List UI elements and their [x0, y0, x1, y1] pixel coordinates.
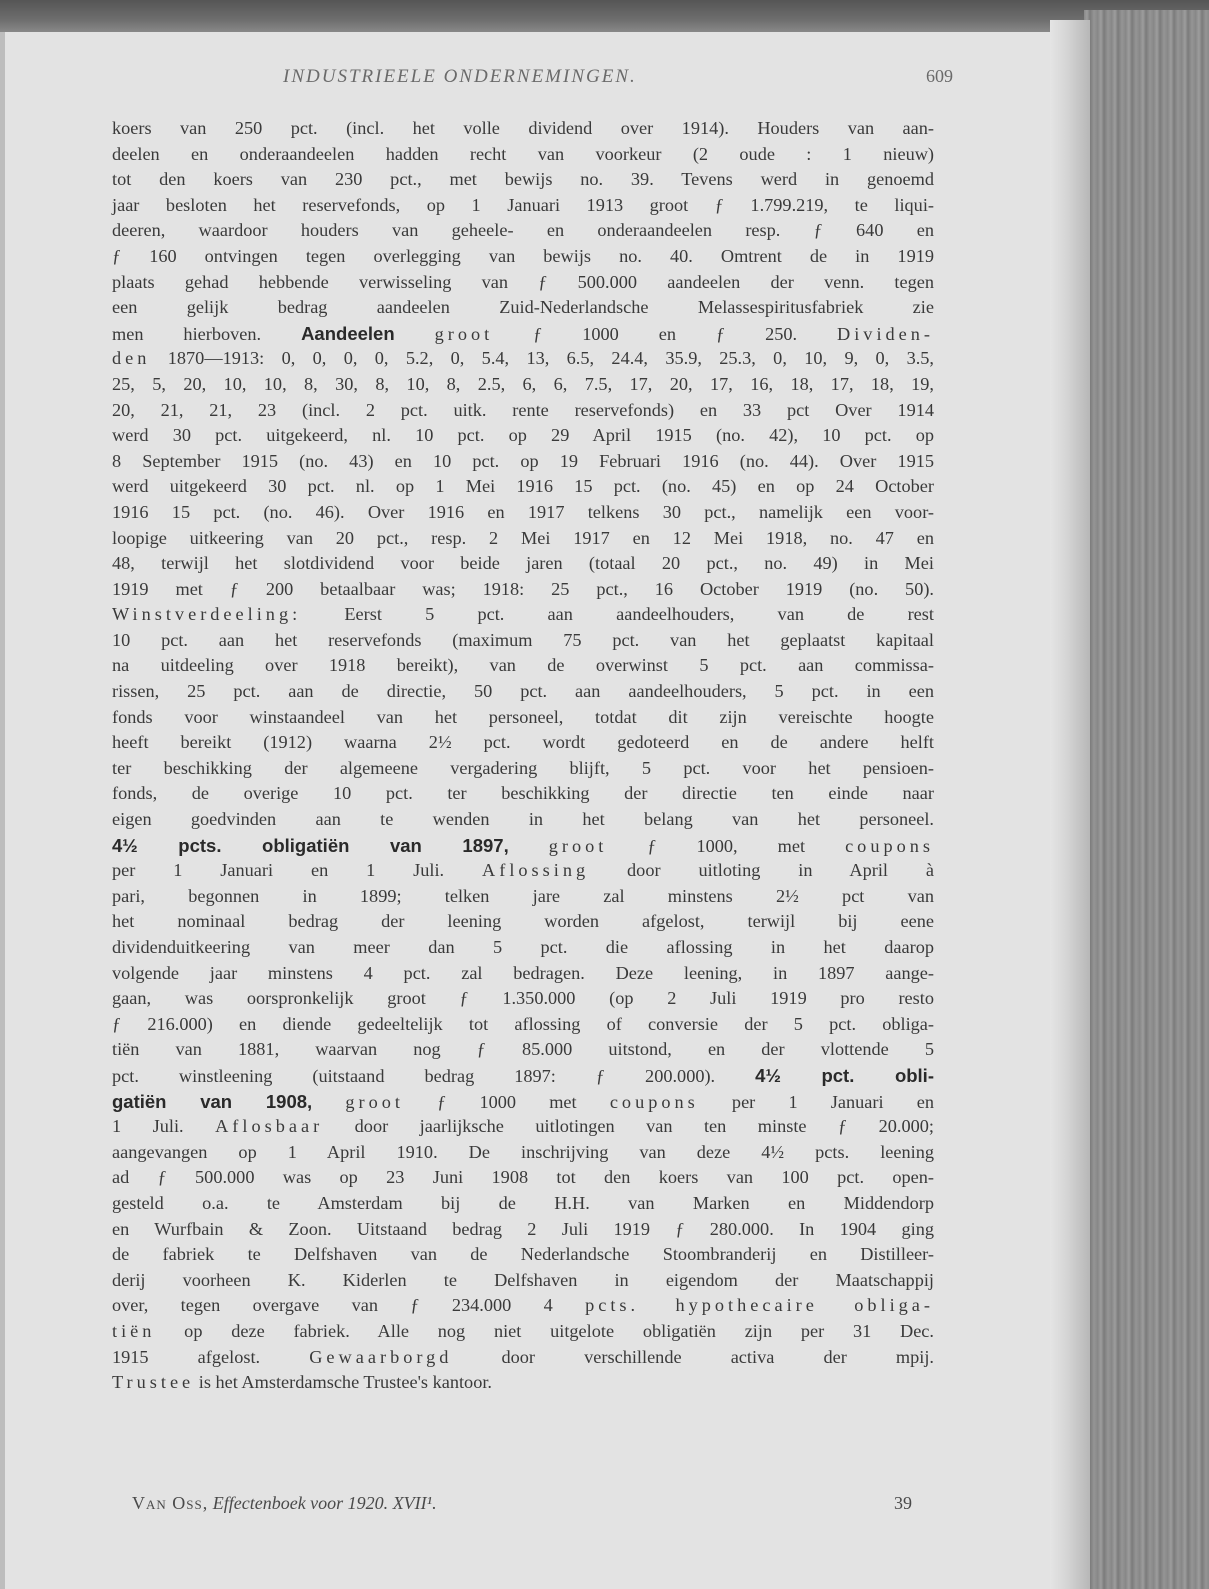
text-line — [112, 1293, 934, 1319]
text-run: ƒ 1000 met — [403, 1091, 610, 1112]
text-run: 1916 15 pct. (no. 46). Over 1916 en 1917 telkens 30 pct., namelijk een voor- — [112, 501, 934, 522]
section-heading: 4½ pct. obli- — [755, 1064, 934, 1086]
text-run: pct. winstleening (uitstaand bedrag 1897: ƒ 200.000). — [112, 1065, 756, 1086]
text-run: 1 Juli. — [112, 1116, 216, 1137]
footer-title: Effectenboek voor 1920. — [212, 1493, 389, 1513]
text-run — [395, 324, 435, 344]
text-run: is het Amsterdamsche Trustee's kantoor. — [194, 1372, 492, 1393]
text-line — [112, 142, 934, 168]
text-run: werd 30 pct. uitgekeerd, nl. 10 pct. op 29 April 1915 (no. 42), 10 pct. op — [112, 425, 934, 446]
text-line — [112, 295, 934, 321]
text-run: de fabriek te Delfshaven van de Nederlandsche Stoombranderij en Distilleer- — [112, 1244, 934, 1265]
spaced-term: tiën — [112, 1320, 156, 1341]
text-run: ƒ 1000, met — [607, 835, 846, 856]
body-text — [112, 116, 934, 1396]
text-run: een gelijk bedrag aandeelen Zuid-Nederlandsche Melassespiritusfabriek zie — [112, 297, 934, 318]
text-line — [112, 577, 934, 603]
text-line — [112, 1191, 934, 1217]
text-run: tot den koers van 230 pct., met bewijs no. 39. Tevens werd in genoemd — [112, 169, 934, 190]
text-line — [112, 1370, 934, 1396]
text-run: fonds, de overige 10 pct. ter beschikking der directie ten einde naar — [112, 783, 934, 804]
text-run: 1919 met ƒ 200 betaalbaar was; 1918: 25 pct., 16 October 1919 (no. 50). — [112, 578, 934, 599]
text-line — [112, 730, 934, 756]
text-line — [112, 551, 934, 577]
text-run: per 1 Januari en 1 Juli. — [112, 860, 483, 881]
spaced-term: coupons — [609, 1091, 699, 1112]
text-run: tiën van 1881, waarvan nog ƒ 85.000 uitstond, en der vlottende 5 — [112, 1039, 934, 1060]
text-run — [312, 1092, 345, 1112]
spaced-term: coupons — [845, 835, 934, 856]
text-line — [112, 398, 934, 424]
running-title: INDUSTRIEELE ONDERNEMINGEN. — [283, 66, 637, 87]
text-run: gesteld o.a. te Amsterdam bij de H.H. van Marken en Middendorp — [112, 1192, 934, 1213]
spaced-term: Dividen- — [837, 323, 934, 344]
text-run: rissen, 25 pct. aan de directie, 50 pct. aan aandeelhouders, 5 pct. in een — [112, 681, 934, 702]
text-line — [112, 244, 934, 270]
text-run: aangevangen op 1 April 1910. De inschrijving van deze 4½ pcts. leening — [112, 1141, 934, 1162]
text-line — [112, 986, 934, 1012]
text-line — [112, 167, 934, 193]
text-run: 1870—1913: 0, 0, 0, 0, 5.2, 0, 5.4, 13, 6.5, 24.4, 35.9, 25.3, 0, 10, 9, 0, 3.5, — [150, 348, 934, 369]
spaced-term: Gewaarborgd — [309, 1346, 453, 1367]
text-line — [112, 705, 934, 731]
text-line — [112, 1319, 934, 1345]
text-run: eigen goedvinden aan te wenden in het belang van het personeel. — [112, 809, 934, 830]
text-run: na uitdeeling over 1918 bereikt), van de overwinst 5 pct. aan commissa- — [112, 655, 934, 676]
text-run: het nominaal bedrag der leening worden afgelost, terwijl bij eene — [112, 911, 934, 932]
text-line — [112, 653, 934, 679]
text-run: dividenduitkeering van meer dan 5 pct. die aflossing in het daarop — [112, 937, 934, 957]
text-run: deeren, waardoor houders van geheele- en onderaandeelen resp. ƒ 640 en — [112, 220, 934, 241]
text-line — [112, 679, 934, 705]
text-run: koers van 250 pct. (incl. het volle dividend over 1914). Houders van aan- — [112, 118, 934, 138]
page-gutter-shadow — [1050, 20, 1090, 1589]
text-line — [112, 193, 934, 219]
footer-volume: XVII¹. — [392, 1493, 437, 1513]
text-line — [112, 1012, 934, 1038]
text-line — [112, 781, 934, 807]
text-run: ter beschikking der algemeene vergadering blijft, 5 pct. voor het pensioen- — [112, 757, 934, 778]
text-line — [112, 449, 934, 475]
text-line — [112, 321, 934, 347]
text-run: door verschillende activa der mpij. — [452, 1346, 934, 1367]
spaced-term: pcts. hypothecaire obliga- — [585, 1295, 934, 1316]
footer-author: Van Oss, — [132, 1493, 209, 1513]
text-run — [509, 836, 549, 856]
spaced-term: Aflosbaar — [215, 1116, 324, 1137]
footer — [132, 1493, 912, 1514]
text-line — [112, 218, 934, 244]
text-run: ƒ 1000 en ƒ 250. — [493, 323, 838, 344]
footer-citation — [132, 1493, 437, 1514]
spaced-term: groot — [345, 1091, 404, 1112]
section-heading: gatiën van 1908, — [112, 1090, 313, 1112]
text-line — [112, 372, 934, 398]
text-run: 8 September 1915 (no. 43) en 10 pct. op 19 Februari 1916 (no. 44). Over 1915 — [112, 450, 934, 471]
text-run: loopige uitkeering van 20 pct., resp. 2 Mei 1917 en 12 Mei 1918, no. 47 en — [112, 527, 934, 548]
text-line — [112, 858, 934, 884]
text-line — [112, 1114, 934, 1140]
text-run: men hierboven. — [112, 323, 302, 344]
text-line — [112, 1268, 934, 1294]
text-line — [112, 1063, 934, 1089]
text-run: plaats gehad hebbende verwisseling van ƒ 500.000 aandeelen der venn. tegen — [112, 271, 934, 292]
text-line — [112, 935, 934, 961]
text-run: 25, 5, 20, 10, 10, 8, 30, 8, 10, 8, 2.5, 6, 6, 7.5, 17, 20, 17, 16, 18, 17, 18, 19, — [112, 373, 934, 394]
text-line — [112, 1165, 934, 1191]
text-line — [112, 1037, 934, 1063]
section-heading: Aandeelen — [301, 322, 395, 344]
text-run: ƒ 216.000) en diende gedeeltelijk tot aflossing of conversie der 5 pct. obliga- — [112, 1013, 934, 1034]
text-run: heeft bereikt (1912) waarna 2½ pct. wordt gedoteerd en de andere helft — [112, 732, 934, 753]
spaced-term: Trustee — [112, 1372, 195, 1393]
section-heading: 4½ pcts. obligatiën van 1897, — [112, 834, 509, 856]
spaced-term: Aflossing — [482, 860, 590, 881]
text-line — [112, 116, 934, 142]
spaced-term: groot — [548, 835, 608, 856]
footer-signature: 39 — [894, 1493, 912, 1513]
text-line — [112, 756, 934, 782]
text-run: door jaarlijksche uitlotingen van ten minste ƒ 20.000; — [323, 1116, 934, 1137]
text-run: werd uitgekeerd 30 pct. nl. op 1 Mei 1916 15 pct. (no. 45) en op 24 October — [112, 476, 934, 497]
text-line — [112, 270, 934, 296]
text-run: per 1 Januari en — [698, 1091, 935, 1112]
text-line — [112, 1345, 934, 1371]
text-line — [112, 807, 934, 833]
text-line — [112, 628, 934, 654]
text-line — [112, 1089, 934, 1115]
text-line — [112, 526, 934, 552]
running-head — [283, 66, 953, 88]
text-run: volgende jaar minstens 4 pct. zal bedragen. Deze leening, in 1897 aange- — [112, 962, 934, 983]
text-line — [112, 602, 934, 628]
text-run: derij voorheen K. Kiderlen te Delfshaven in eigendom der Maatschappij — [112, 1269, 934, 1290]
spaced-term: groot — [434, 323, 494, 344]
text-run: 10 pct. aan het reservefonds (maximum 75 pct. van het geplaatst kapitaal — [112, 629, 934, 650]
text-run: op deze fabriek. Alle nog niet uitgelote obligatiën zijn per 31 Dec. — [155, 1320, 934, 1341]
text-run: 20, 21, 21, 23 (incl. 2 pct. uitk. rente reservefonds) en 33 pct Over 1914 — [112, 399, 934, 420]
text-line — [112, 833, 934, 859]
text-line — [112, 474, 934, 500]
text-line — [112, 961, 934, 987]
text-run: deelen en onderaandeelen hadden recht van voorkeur (2 oude : 1 nieuw) — [112, 143, 934, 164]
book-page-edges — [1084, 10, 1209, 1589]
text-run: jaar besloten het reservefonds, op 1 Januari 1913 groot ƒ 1.799.219, te liqui- — [112, 194, 934, 215]
text-line — [112, 346, 934, 372]
text-run: pari, begonnen in 1899; telken jare zal minstens 2½ pct van — [112, 885, 934, 906]
text-run: over, tegen overgave van ƒ 234.000 4 — [112, 1295, 586, 1316]
text-run: 48, terwijl het slotdividend voor beide jaren (totaal 20 pct., no. 49) in Mei — [112, 553, 934, 574]
text-run: ƒ 160 ontvingen tegen overlegging van bewijs no. 40. Omtrent de in 1919 — [112, 245, 934, 266]
text-run: fonds voor winstaandeel van het personeel, totdat dit zijn vereischte hoogte — [112, 706, 934, 727]
text-run: 1915 afgelost. — [112, 1346, 310, 1367]
text-line — [112, 1217, 934, 1243]
spaced-term: den — [112, 348, 151, 369]
text-line — [112, 500, 934, 526]
text-line — [112, 423, 934, 449]
text-run: en Wurfbain & Zoon. Uitstaand bedrag 2 Juli 1919 ƒ 280.000. In 1904 ging — [112, 1218, 934, 1239]
text-run: Eerst 5 pct. aan aandeelhouders, van de rest — [301, 604, 934, 625]
page-number: 609 — [926, 66, 953, 86]
text-run: ad ƒ 500.000 was op 23 Juni 1908 tot den koers van 100 pct. open- — [112, 1167, 934, 1188]
text-run: gaan, was oorspronkelijk groot ƒ 1.350.000 (op 2 Juli 1919 pro resto — [112, 988, 934, 1009]
text-line — [112, 1242, 934, 1268]
text-line — [112, 1140, 934, 1166]
text-line — [112, 884, 934, 910]
text-run: door uitloting in April à — [589, 860, 934, 881]
text-line — [112, 909, 934, 935]
spaced-term: Winstverdeeling: — [112, 604, 302, 625]
